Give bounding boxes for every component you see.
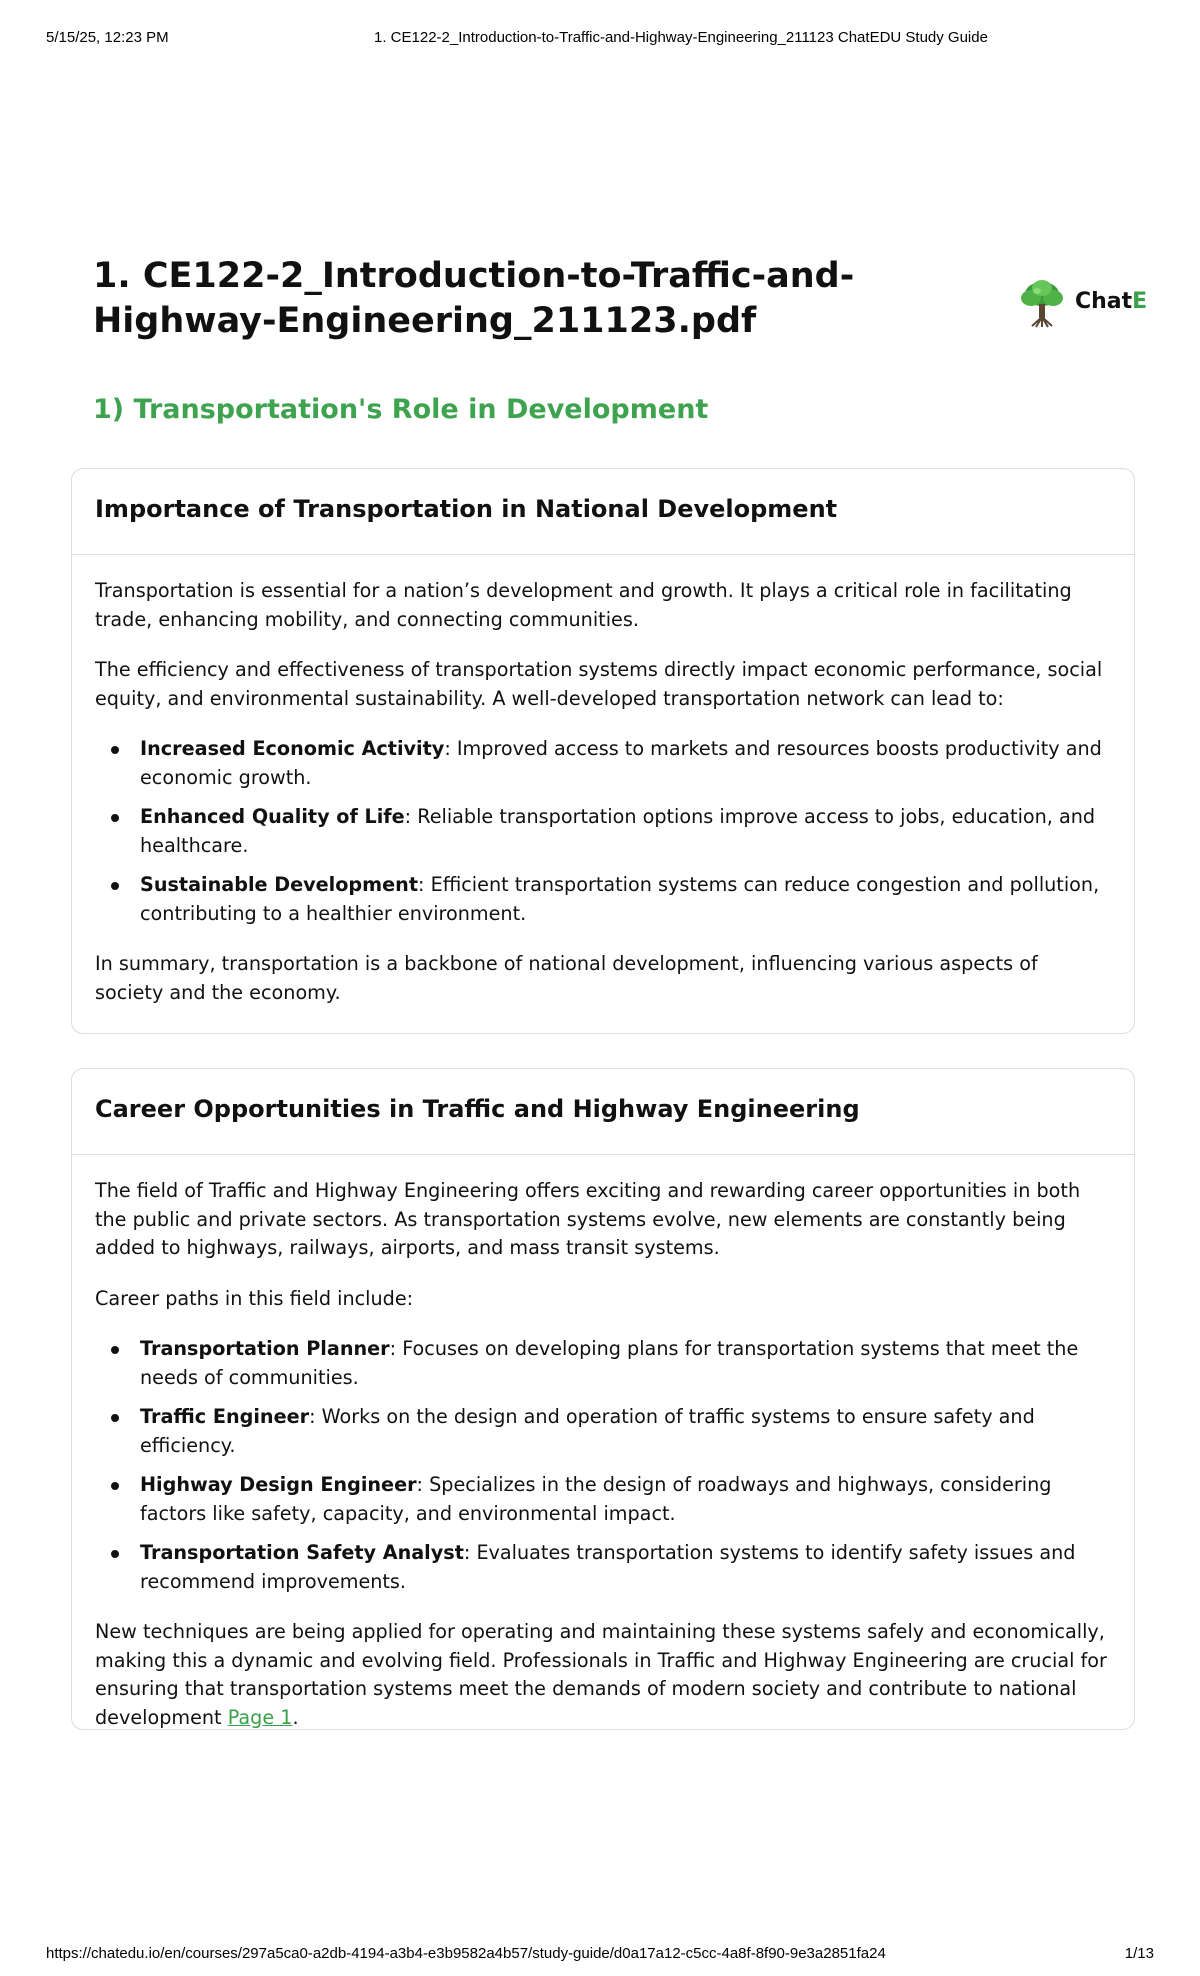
- card-title: Importance of Transportation in National Development: [95, 495, 838, 523]
- paragraph: In summary, transportation is a backbone of national development, influencing various aspects of society and the economy.: [95, 952, 1038, 1004]
- list-item-text: : Efficient transportation systems can reduce congestion and pollution, contributing to a healthier environment.: [140, 873, 1100, 925]
- list-item-text: : Reliable transportation options improve access to jobs, education, and healthcare.: [140, 805, 1096, 857]
- list-item: [140, 735, 1111, 792]
- list-item-term: Transportation Safety Analyst: [140, 1541, 464, 1564]
- list-item: [140, 803, 1111, 860]
- tree-logo-icon: [1017, 277, 1067, 329]
- page-reference-link[interactable]: Page 1: [227, 1705, 293, 1729]
- list-item: [140, 1471, 1111, 1528]
- print-page-title: 1. CE122-2_Introduction-to-Traffic-and-Highway-Engineering_211123 ChatEDU Study Guide: [374, 29, 988, 46]
- paragraph: The efficiency and effectiveness of transportation systems directly impact economic performance, social equity, and environmental sustainability. A well-developed transportation network can lead to:: [95, 658, 1103, 710]
- list-item: [140, 1539, 1111, 1596]
- list-item-text: : Specializes in the design of roadways and highways, considering factors like safety, capacity, and environmental impact.: [140, 1473, 1052, 1525]
- list-item: [140, 1403, 1111, 1460]
- paragraph: The field of Traffic and Highway Engineering offers exciting and rewarding career opportunities in both the public and private sectors. As transportation systems evolve, new elements are constantly being added to highways, railways, airports, and mass transit systems.: [95, 1179, 1081, 1259]
- list-item: [140, 1335, 1111, 1392]
- list-item-term: Highway Design Engineer: [140, 1473, 417, 1496]
- paragraph: [95, 1618, 1111, 1732]
- print-url: https://chatedu.io/en/courses/297a5ca0-a2db-4194-a3b4-e3b9582a4b57/study-guide/d0a17a12-c5cc-4a8f-8f90-9e3a2851fa24: [46, 1945, 886, 1962]
- list-item-term: Increased Economic Activity: [140, 737, 445, 760]
- paragraph-text: New techniques are being applied for operating and maintaining these systems safely and economically, making this a dynamic and evolving field. Professionals in Traffic and Highway Engineering are crucial for ensuring that transportation systems meet the demands of modern society and contribute to national development: [95, 1620, 1107, 1729]
- paragraph: Career paths in this field include:: [95, 1286, 414, 1310]
- list-item-term: Transportation Planner: [140, 1337, 390, 1360]
- brand[interactable]: [1017, 277, 1148, 329]
- list-item-term: Traffic Engineer: [140, 1405, 310, 1428]
- document-title: 1. CE122-2_Introduction-to-Traffic-and-Highway-Engineering_211123.pdf: [93, 256, 855, 341]
- list-item: [140, 871, 1111, 928]
- section-heading: 1) Transportation's Role in Development: [93, 394, 709, 425]
- brand-name: ChatE: [1075, 289, 1148, 314]
- card-body: [72, 1155, 1134, 1732]
- card-header: [72, 1069, 1134, 1155]
- list-item-text: : Improved access to markets and resources boosts productivity and economic growth.: [140, 737, 1102, 789]
- card-header: [72, 469, 1134, 555]
- list-item-text: : Evaluates transportation systems to identify safety issues and recommend improvements.: [140, 1541, 1076, 1593]
- list-item-text: : Works on the design and operation of traffic systems to ensure safety and efficiency.: [140, 1405, 1035, 1457]
- paragraph: Transportation is essential for a nation’s development and growth. It plays a critical role in facilitating trade, enhancing mobility, and connecting communities.: [95, 579, 1072, 631]
- card-careers: [71, 1068, 1135, 1730]
- bullet-list: [95, 735, 1111, 928]
- bullet-list: [95, 1335, 1111, 1596]
- card-importance: [71, 468, 1135, 1034]
- list-item-text: : Focuses on developing plans for transportation systems that meet the needs of communities.: [140, 1337, 1079, 1389]
- list-item-term: Enhanced Quality of Life: [140, 805, 405, 828]
- paragraph-end: .: [292, 1705, 299, 1729]
- print-datetime: 5/15/25, 12:23 PM: [46, 29, 169, 46]
- page-indicator: 1/13: [1124, 1945, 1154, 1962]
- card-body: [72, 555, 1134, 1007]
- card-title: Career Opportunities in Traffic and Highway Engineering: [95, 1095, 860, 1123]
- list-item-term: Sustainable Development: [140, 873, 419, 896]
